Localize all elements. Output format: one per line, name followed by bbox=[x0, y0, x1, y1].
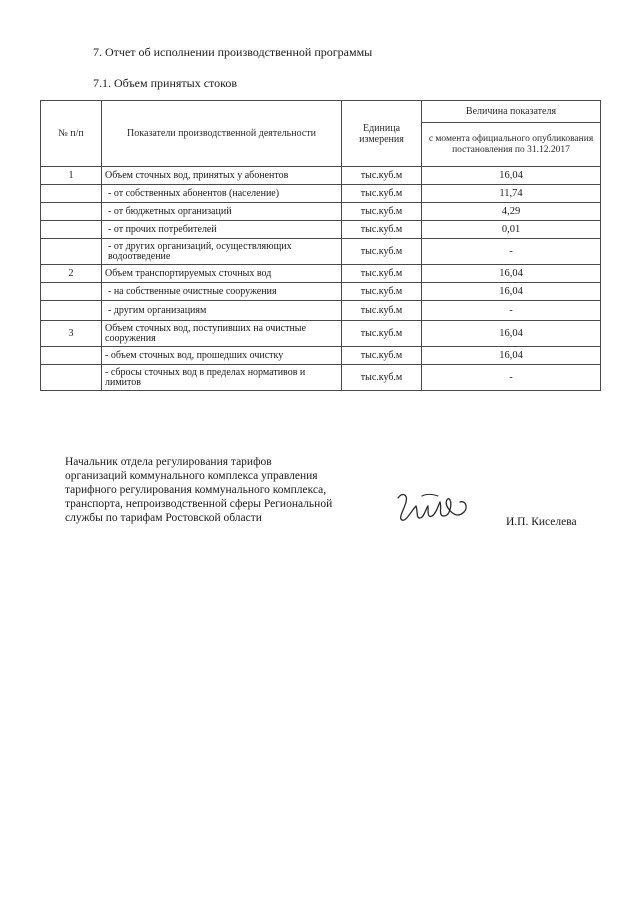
row-unit: тыс.куб.м bbox=[342, 239, 422, 265]
row-value: 16,04 bbox=[422, 167, 601, 185]
row-indicator: Объем транспортируемых сточных вод bbox=[102, 265, 342, 283]
row-value: 4,29 bbox=[422, 203, 601, 221]
signatory-position bbox=[65, 455, 332, 525]
row-indicator: Объем сточных вод, поступивших на очистные сооружения bbox=[102, 321, 342, 347]
header-value-group: Величина показателя bbox=[422, 101, 601, 123]
row-num: 2 bbox=[41, 265, 102, 283]
row-num bbox=[41, 347, 102, 365]
row-indicator: - от собственных абонентов (население) bbox=[102, 185, 342, 203]
table-row bbox=[41, 283, 601, 301]
header-value-period: с момента официального опубликования постановления по 31.12.2017 bbox=[422, 123, 601, 167]
table-row bbox=[41, 301, 601, 321]
header-indicator: Показатели производственной деятельности bbox=[102, 101, 342, 167]
row-unit: тыс.куб.м bbox=[342, 167, 422, 185]
row-num: 1 bbox=[41, 167, 102, 185]
signatory-line: службы по тарифам Ростовской области bbox=[65, 512, 262, 524]
section-title: 7. Отчет об исполнении производственной программы bbox=[93, 45, 373, 59]
signatory-line: Начальник отдела регулирования тарифов bbox=[65, 456, 272, 468]
subsection-title: 7.1. Объем принятых стоков bbox=[93, 76, 237, 90]
report-table bbox=[40, 100, 601, 391]
table-row bbox=[41, 185, 601, 203]
row-indicator: - от других организаций, осуществляющих водоотведение bbox=[102, 239, 342, 265]
row-unit: тыс.куб.м bbox=[342, 283, 422, 301]
table-row bbox=[41, 265, 601, 283]
row-num: 3 bbox=[41, 321, 102, 347]
row-unit: тыс.куб.м bbox=[342, 347, 422, 365]
handwritten-signature bbox=[392, 488, 472, 528]
row-value: 16,04 bbox=[422, 265, 601, 283]
table-row bbox=[41, 239, 601, 265]
row-unit: тыс.куб.м bbox=[342, 365, 422, 391]
row-unit: тыс.куб.м bbox=[342, 265, 422, 283]
row-indicator: - объем сточных вод, прошедших очистку bbox=[102, 347, 342, 365]
row-unit: тыс.куб.м bbox=[342, 221, 422, 239]
row-indicator: - от бюджетных организаций bbox=[102, 203, 342, 221]
row-num bbox=[41, 221, 102, 239]
row-num bbox=[41, 365, 102, 391]
row-unit: тыс.куб.м bbox=[342, 321, 422, 347]
table-row bbox=[41, 167, 601, 185]
row-indicator: - сбросы сточных вод в пределах нормативов и лимитов bbox=[102, 365, 342, 391]
row-value: - bbox=[422, 365, 601, 391]
row-indicator: Объем сточных вод, принятых у абонентов bbox=[102, 167, 342, 185]
row-indicator: - на собственные очистные сооружения bbox=[102, 283, 342, 301]
row-indicator: - от прочих потребителей bbox=[102, 221, 342, 239]
row-num bbox=[41, 283, 102, 301]
header-unit: Единица измерения bbox=[342, 101, 422, 167]
table-row bbox=[41, 203, 601, 221]
table-row bbox=[41, 321, 601, 347]
row-value: 16,04 bbox=[422, 347, 601, 365]
row-num bbox=[41, 301, 102, 321]
signer-name: И.П. Киселева bbox=[506, 516, 577, 528]
row-value: 16,04 bbox=[422, 283, 601, 301]
row-value: 0,01 bbox=[422, 221, 601, 239]
row-num bbox=[41, 203, 102, 221]
row-value: 16,04 bbox=[422, 321, 601, 347]
table-row bbox=[41, 347, 601, 365]
header-num: № п/п bbox=[41, 101, 102, 167]
row-num bbox=[41, 239, 102, 265]
row-unit: тыс.куб.м bbox=[342, 203, 422, 221]
table-row bbox=[41, 221, 601, 239]
table-row bbox=[41, 365, 601, 391]
row-num bbox=[41, 185, 102, 203]
row-value: 11,74 bbox=[422, 185, 601, 203]
row-unit: тыс.куб.м bbox=[342, 185, 422, 203]
signatory-line: организаций коммунального комплекса управления bbox=[65, 470, 318, 482]
row-value: - bbox=[422, 239, 601, 265]
row-unit: тыс.куб.м bbox=[342, 301, 422, 321]
row-indicator: - другим организациям bbox=[102, 301, 342, 321]
row-value: - bbox=[422, 301, 601, 321]
signatory-line: транспорта, непроизводственной сферы Региональной bbox=[65, 498, 333, 510]
signatory-line: тарифного регулирования коммунального комплекса, bbox=[65, 484, 327, 496]
